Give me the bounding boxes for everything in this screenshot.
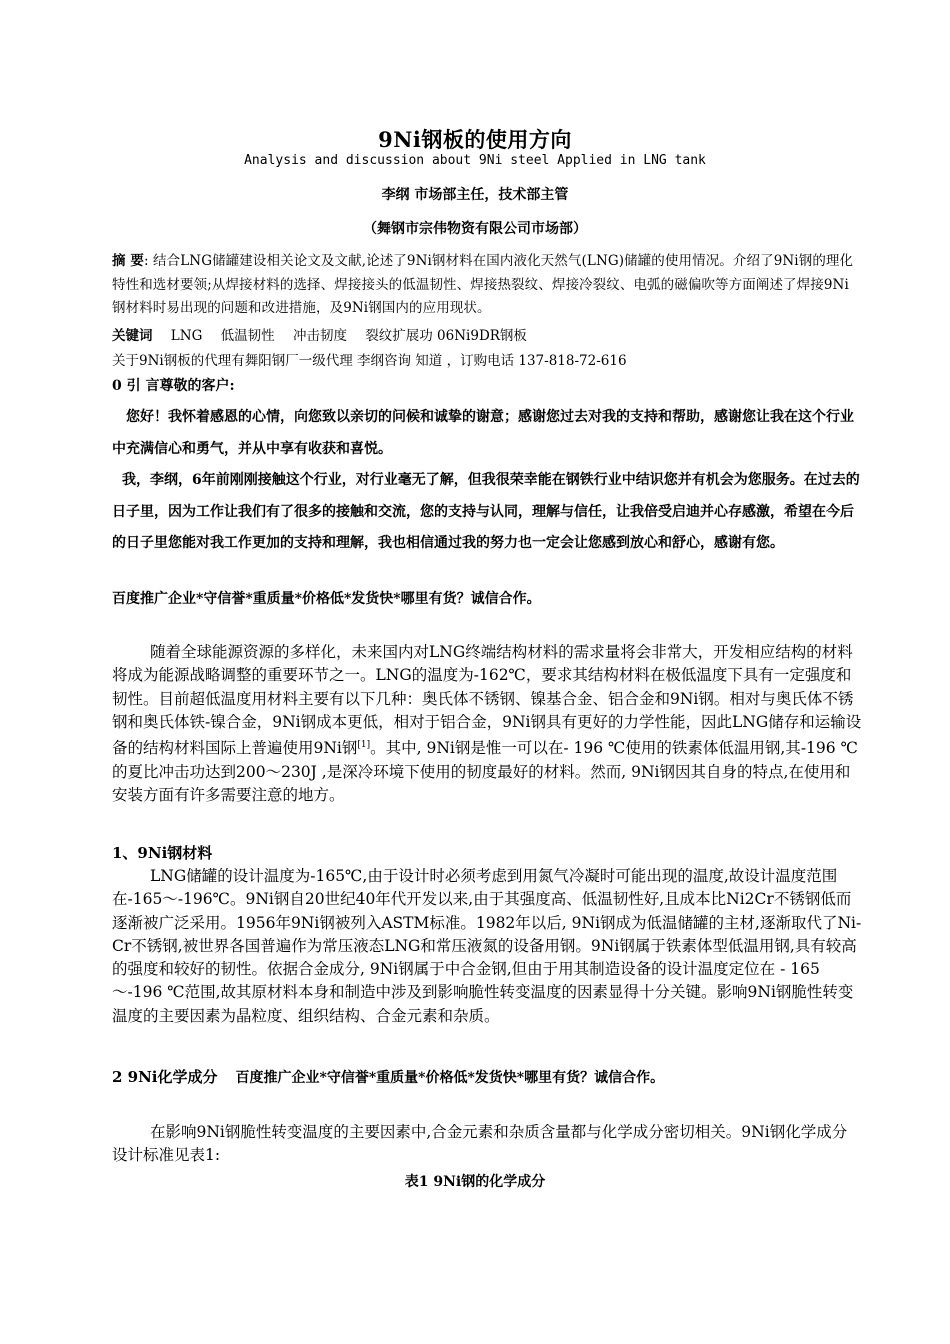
keywords (112, 326, 862, 346)
abstract-label: 摘 要 (112, 253, 144, 269)
promo-inline: 百度推广企业*守信誉*重质量*价格低*发货快*哪里有货？诚信合作。 (235, 1070, 665, 1086)
letter-paragraph: 您好！我怀着感恩的心情，向您致以亲切的问候和诚挚的谢意；感谢您过去对我的支持和帮助，感谢您让我在这个行业中充满信心和勇气，并从中享有收获和喜悦。 (112, 409, 854, 457)
abstract (112, 250, 862, 321)
keyword-item: 冲击韧度 (292, 328, 347, 344)
body-paragraph-intro (112, 641, 862, 807)
section-heading-2 (112, 1066, 664, 1087)
letter-paragraph: 我，李纲，6年前刚刚接触这个行业，对行业毫无了解，但我很荣幸能在钢铁行业中结识您并有机会为您服务。在过去的日子里，因为工作让我们有了很多的接触和交流，您的支持与认同，理解与信任，让我倍受启迪并心存感激，希望在今后的日子里您能对我工作更加的支持和理解，我也相信通过我的努力也一定会让您感到放心和舒心，感谢有您。 (112, 472, 860, 551)
greeting-letter (112, 402, 862, 560)
body-text: 。其中, 9Ni钢是惟一可以在- 196 ℃使用的铁素体低温用钢,其-196 ℃的夏比冲击功达到200～230J ,是深冷环境下使用的韧度最好的材料。然而, 9Ni钢因其自身的特点,在使用和安装方面有许多需要注意的地方。 (112, 739, 858, 804)
english-subtitle: Analysis and discussion about 9Ni steel Applied in LNG tank (244, 153, 706, 168)
promo-line: 百度推广企业*守信誉*重质量*价格低*发货快*哪里有货？诚信合作。 (112, 591, 541, 607)
keyword-item: LNG (170, 328, 203, 344)
body-paragraph-materials: LNG储罐的设计温度为-165℃,由于设计时必须考虑到用氮气冷凝时可能出现的温度,故设计温度范围在-165～-196℃。9Ni钢自20世纪40年代开发以来,由于其强度高、低温韧性好,且成本比Ni2Cr不锈钢低而逐渐被广泛采用。1956年9Ni钢被列入ASTM标准。1982年以后, 9Ni钢成为低温储罐的主材,逐渐取代了Ni-Cr不锈钢,被世界各国普遍作为常压液态LNG和常压液氮的设备用钢。9Ni钢属于铁素体型低温用钢,具有较高的强度和较好的韧性。依据合金成分, 9Ni钢属于中合金钢,但由于用其制造设备的设计温度定位在 - 165～-196 ℃范围,故其原材料本身和制造中涉及到影响脆性转变温度的因素显得十分关键。影响9Ni钢脆性转变温度的主要因素为晶粒度、组织结构、合金元素和杂质。 (112, 867, 862, 1025)
reference-mark: [1] (357, 740, 371, 751)
keyword-item: 裂纹扩展功 06Ni9DR钢板 (365, 328, 527, 344)
author-line: 李纲 市场部主任，技术部主管 (381, 187, 569, 203)
keyword-item: 低温韧性 (220, 328, 275, 344)
page-title: 9Ni钢板的使用方向 (378, 127, 572, 152)
table-caption: 表1 9Ni钢的化学成分 (404, 1174, 546, 1190)
affiliation-line: （舞钢市宗伟物资有限公司市场部） (363, 221, 587, 237)
section-heading-1: 1、9Ni钢材料 (112, 844, 213, 862)
body-text: 随着全球能源资源的多样化，未来国内对LNG终端结构材料的需求量将会非常大，开发相应结构的材料将成为能源战略调整的重要环节之一。LNG的温度为-162℃，要求其结构材料在极低温度下具有一定强度和韧性。目前超低温度用材料主要有以下几种：奥氏体不锈钢、镍基合金、铝合金和9Ni钢。相对与奥氏体不锈钢和奥氏体铁-镍合金，9Ni钢成本更低，相对于铝合金，9Ni钢具有更好的力学性能，因此LNG储存和运输设备的结构材料国际上普遍使用9Ni钢 (112, 643, 862, 758)
keywords-label: 关键词 (112, 328, 153, 344)
intro-heading: 0 引 言尊敬的客户: (112, 378, 235, 394)
body-paragraph-composition: 在影响9Ni钢脆性转变温度的主要因素中,合金元素和杂质含量都与化学成分密切相关。9Ni钢化学成分设计标准见表1: (112, 1123, 848, 1165)
abstract-text: : 结合LNG储罐建设相关论文及文献,论述了9Ni钢材料在国内液化天然气(LNG)储罐的使用情况。介绍了9Ni钢的理化特性和选材要领;从焊接材料的选择、焊接接头的低温韧性、焊接热裂纹、焊接冷裂纹、电弧的磁偏吹等方面阐述了焊接9Ni钢材料时易出现的问题和改进措施，及9Ni钢国内的应用现状。 (112, 253, 854, 316)
agent-contact-line: 关于9Ni钢板的代理有舞阳钢厂一级代理 李纲咨询 知道 ，订购电话 137-818-72-616 (112, 353, 627, 369)
section-heading-text: 2 9Ni化学成分 (112, 1068, 218, 1086)
